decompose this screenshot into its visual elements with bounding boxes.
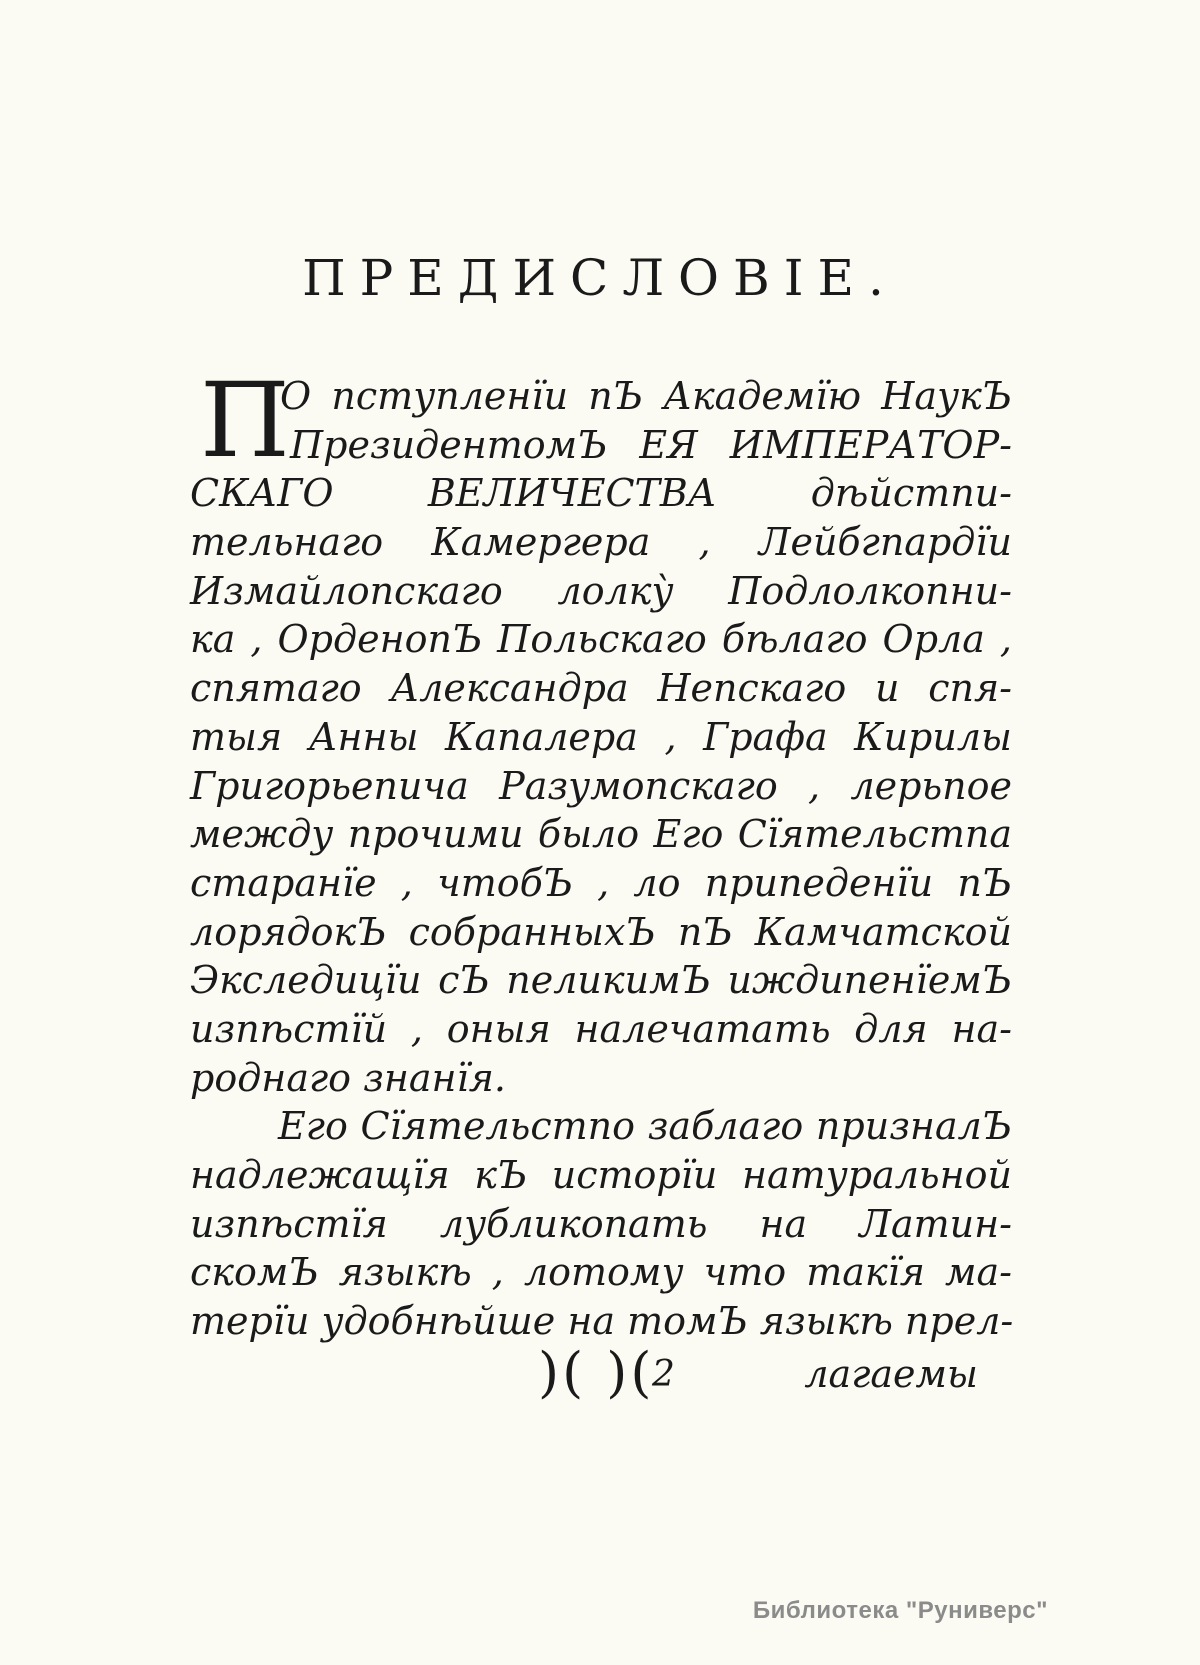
text-line: тельнаго Камергера , Лейбгпардїи (190, 520, 1012, 565)
text-line: скомЪ языкѣ , лотому что такїя ма- (190, 1250, 1012, 1295)
catchword: лагаемы (804, 1352, 978, 1396)
text-line: спятаго Александра Непскаго и спя- (190, 666, 1012, 711)
text-line: тыя Анны Капалера , Графа Кирилы (190, 714, 1012, 759)
page-title: ПРЕДИСЛОВІЕ. (302, 249, 898, 307)
text-line: между прочими было Его Сїятельстпа (190, 812, 1012, 857)
text-line: лорядокЪ собранныхЪ пЪ Камчатской (190, 909, 1012, 954)
text-line: терїи удобнѣйше на томЪ языкѣ прел- (190, 1299, 1014, 1344)
quire-signature-number: 2 (652, 1354, 675, 1395)
text-line: Григорьепича Разумопскаго , лерьпое (190, 763, 1012, 808)
text-line: старанїе , чтобЪ , ло припеденїи пЪ (190, 860, 1012, 905)
text-line: О пступленїи пЪ Академїю НаукЪ (280, 374, 1012, 418)
text-line: ка , ОрденопЪ Польскаго бѣлаго Орла , (190, 617, 1012, 662)
text-line: роднаго знанїя. (190, 1055, 506, 1100)
library-watermark: Библиотека "Руниверс" (752, 1597, 1048, 1624)
text-line: Измайлопскаго лолку̀ Подлолкопни- (190, 568, 1012, 613)
text-line: изпѣстїя лубликопать на Латин- (190, 1201, 1012, 1246)
text-line: СКАГО ВЕЛИЧЕСТВА дѣйстпи- (190, 471, 1012, 516)
text-line: Экследицїи сЪ пеликимЪ иждипенїемЪ (190, 958, 1012, 1003)
text-line: ПрезидентомЪ ЕЯ ИМПЕРАТОР- (290, 422, 1012, 467)
text-line: изпѣстїй , оныя налечатать для на- (190, 1006, 1012, 1051)
body-text-block (190, 361, 1014, 1346)
signature-line (190, 1341, 1012, 1406)
drop-cap-letter: П (200, 361, 290, 481)
quire-signature-mark: )( )( (538, 1341, 655, 1404)
text-line: надлежащїя кЪ исторїи натуральной (190, 1153, 1012, 1197)
text-line: Его Сїятельстпо заблаго призналЪ (278, 1104, 1012, 1149)
